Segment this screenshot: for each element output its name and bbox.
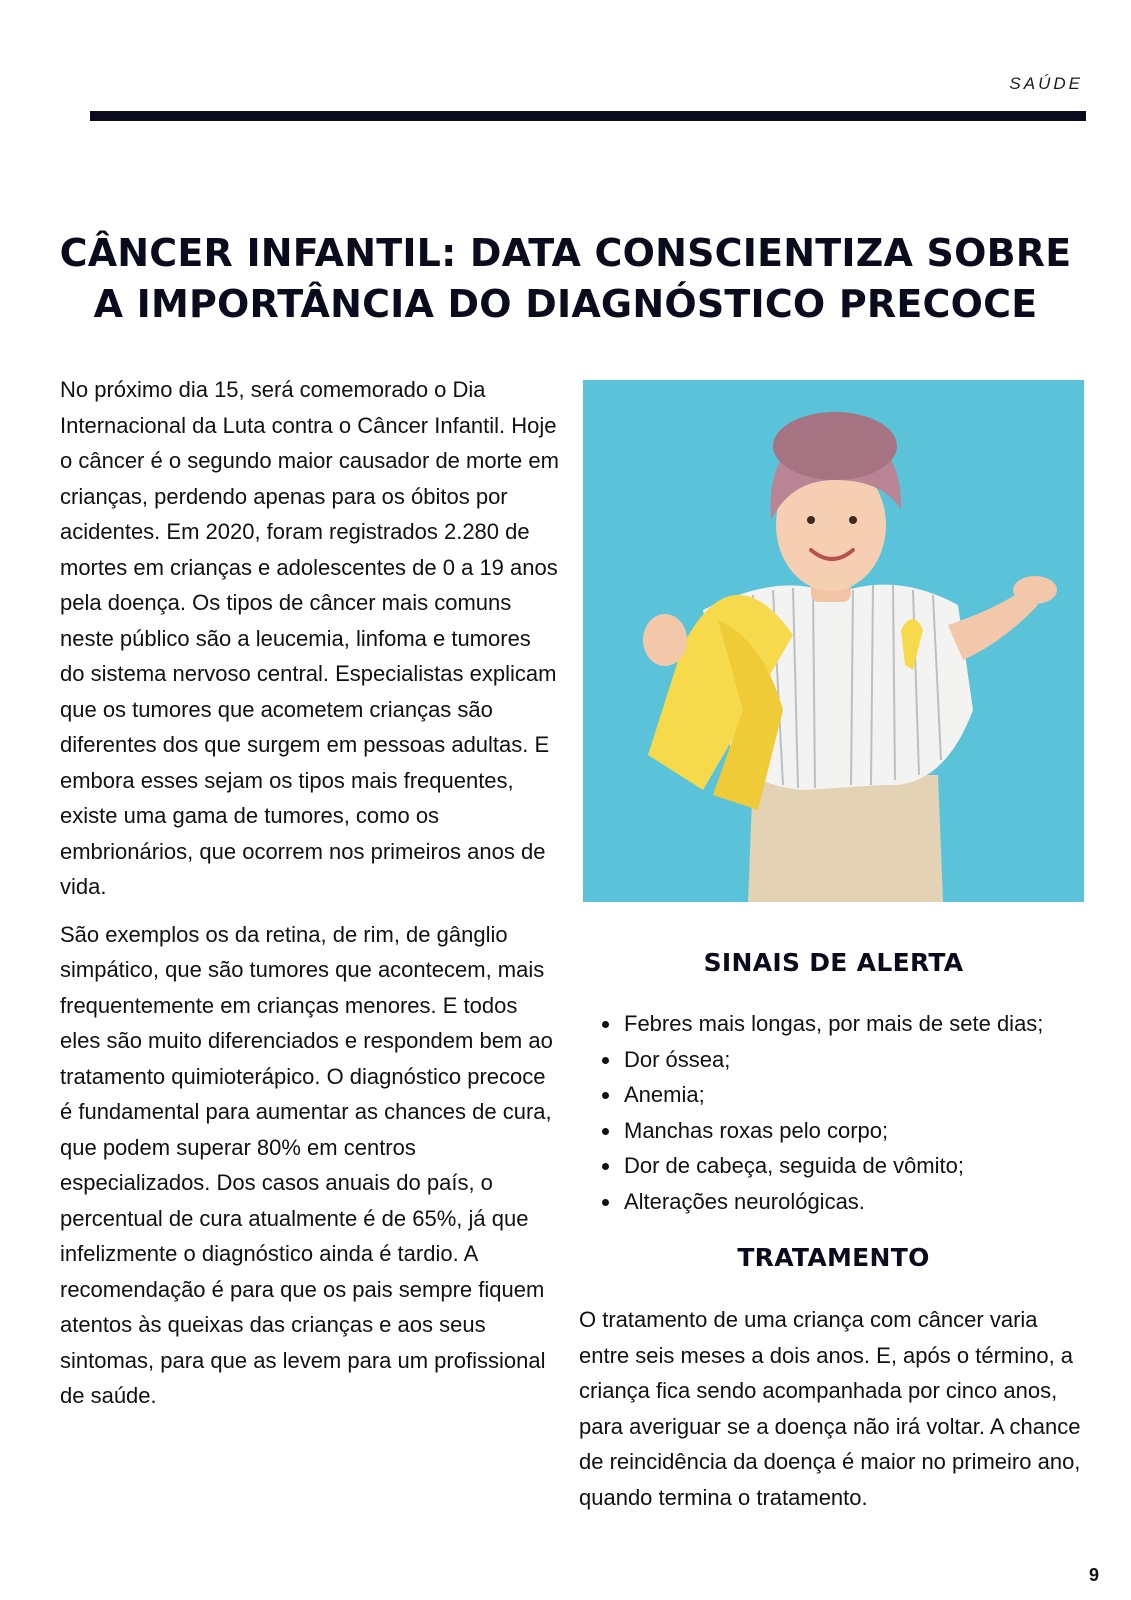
treatment-paragraph: O tratamento de uma criança com câncer varia entre seis meses a dois anos. E, após o término, a criança fica sendo acompanhada por cinco anos, para averiguar se a doença não irá voltar. A chance de reincidência da doença é maior no primeiro ano, quando termina o tratamento. [579, 1307, 1081, 1510]
alert-item: • Manchas roxas pelo corpo; [622, 1113, 1112, 1149]
section-label: SAÚDE [1009, 74, 1083, 93]
body-paragraph-2: São exemplos os da retina, de rim, de gânglio simpático, que são tumores que acontecem, mais frequentemente em crianças menores. E todos eles são muito diferenciados e respondem bem ao tratamento quimioterápico. O diagnóstico precoce é fundamental para aumentar as chances de cura, que podem superar 80% em centros especializados. Dos casos anuais do país, o percentual de cura atualmente é de 65%, já que infelizmente o diagnóstico ainda é tardio. A recomendação é para que os pais sempre fiquem atentos às queixas das crianças e aos seus sintomas, para que as levem para um profissional de saúde. [60, 921, 553, 1408]
treatment-title: TRATAMENTO [737, 1243, 930, 1272]
alert-item: • Alterações neurológicas. [622, 1184, 1112, 1220]
alert-item: • Anemia; [622, 1077, 1112, 1113]
article-headline [40, 228, 1091, 330]
alert-item: • Febres mais longas, por mais de sete dias; [622, 1006, 1112, 1042]
top-rule [90, 111, 1086, 121]
headline-line-2: A IMPORTÂNCIA DO DIAGNÓSTICO PRECOCE [93, 282, 1038, 326]
alert-signs-title: SINAIS DE ALERTA [703, 948, 964, 977]
headline-line-1: CÂNCER INFANTIL: DATA CONSCIENTIZA SOBRE [59, 231, 1072, 275]
body-paragraph-1: No próximo dia 15, será comemorado o Dia Internacional da Luta contra o Câncer Infantil. Hoje o câncer é o segundo maior causador de morte em crianças, perdendo apenas para os óbitos por acidentes. Em 2020, foram registrados 2.280 de mortes em crianças e adolescentes de 0 a 19 anos pela doença. Os tipos de câncer mais comuns neste público são a leucemia, linfoma e tumores do sistema nervoso central. Especialistas explicam que os tumores que acometem crianças são diferentes dos que surgem em pessoas adultas. E embora esses sejam os tipos mais frequentes, existe uma gama de tumores, como os embrionários, que ocorrem nos primeiros anos de vida. [60, 377, 559, 899]
child-with-ribbon-photo [583, 380, 1084, 902]
alert-signs-list [598, 1006, 1112, 1219]
alert-item: • Dor de cabeça, seguida de vômito; [622, 1148, 1112, 1184]
page-number: 9 [1088, 1565, 1099, 1585]
alert-item: • Dor óssea; [622, 1042, 1112, 1078]
article-body-left [60, 372, 560, 1426]
